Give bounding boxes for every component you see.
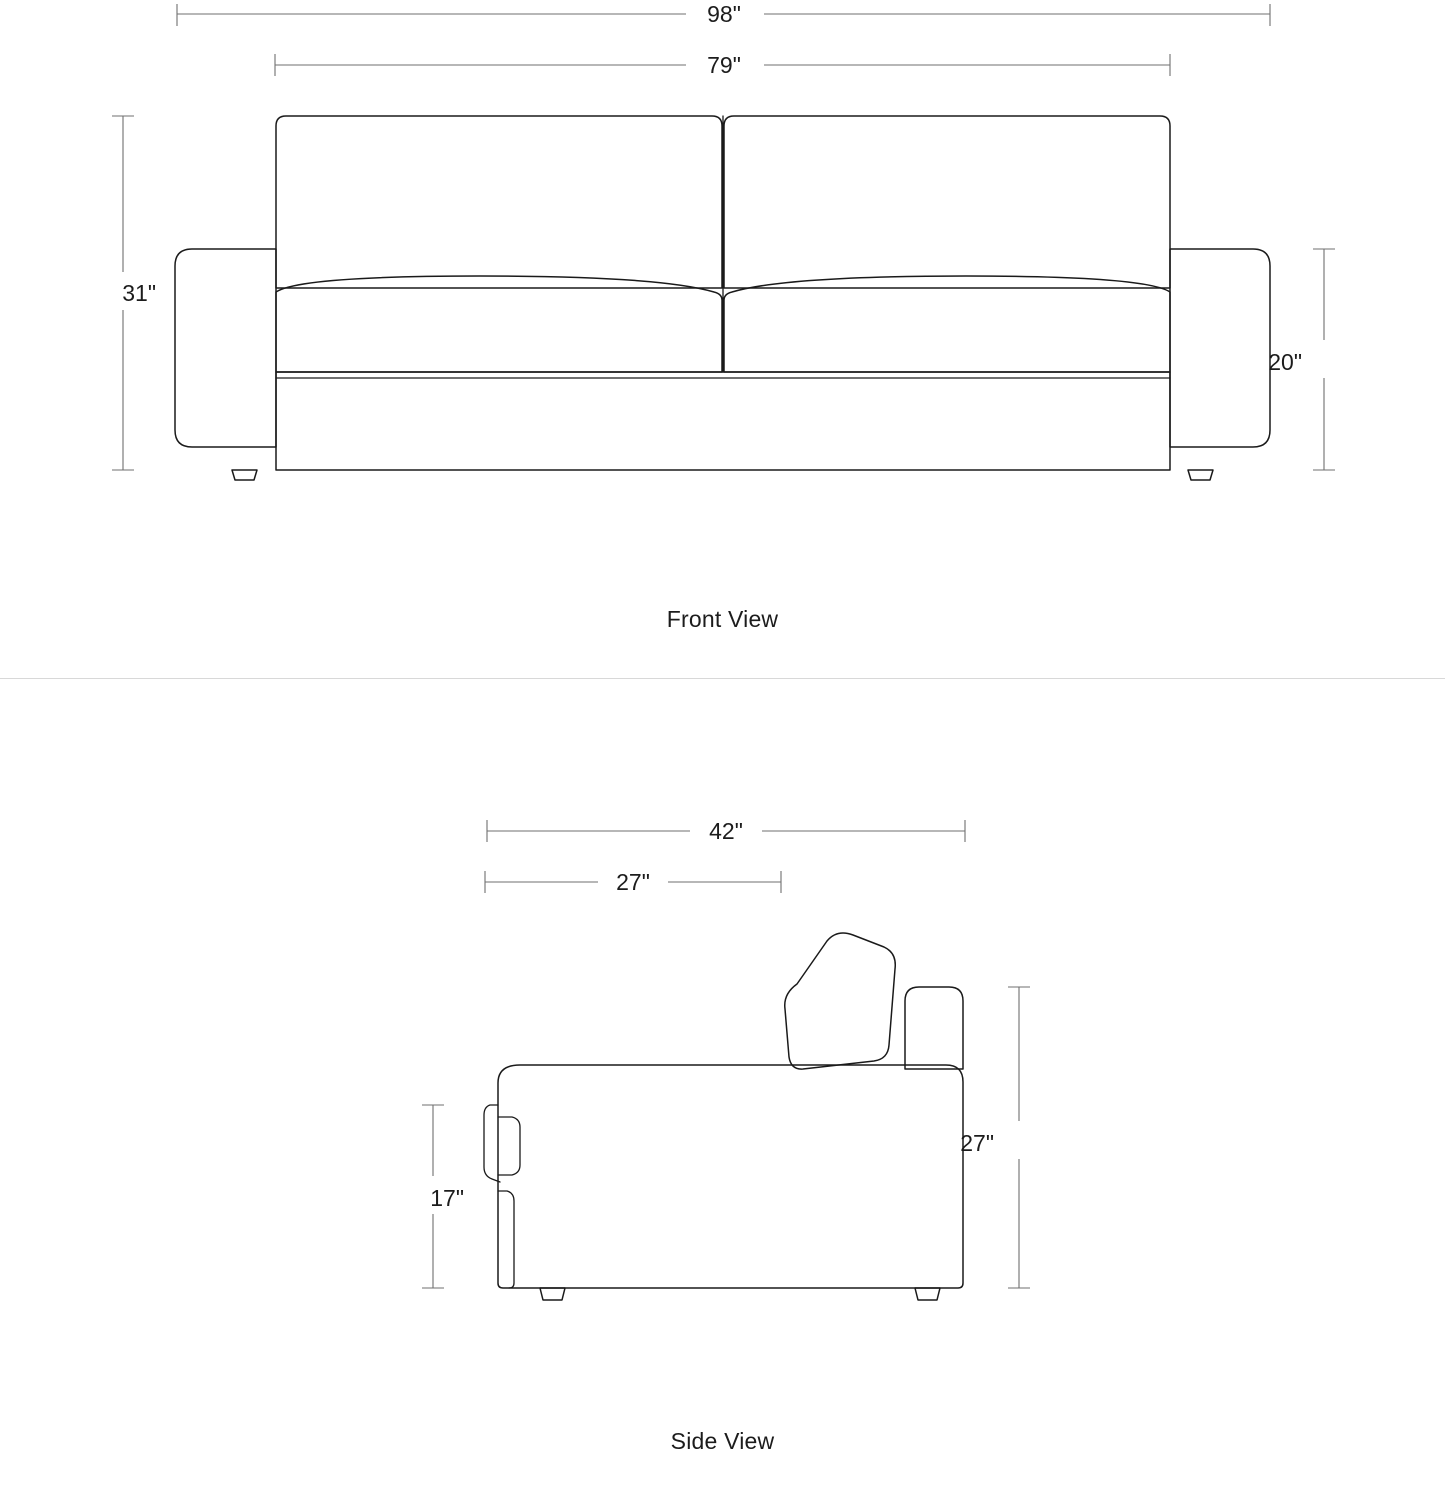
- arm-side: [498, 1065, 963, 1288]
- dimension-arm-height: [1268, 249, 1335, 470]
- front-lower-return: [498, 1191, 514, 1288]
- arm-left: [175, 249, 276, 447]
- back-rest-block: [905, 987, 963, 1069]
- dimension-seat-depth-label: 27": [616, 869, 650, 895]
- dimension-overall-width: [177, 1, 1270, 27]
- sofa-side-elevation: [484, 933, 963, 1300]
- seat-cushion-right: [724, 276, 1170, 372]
- dimension-seat-width: [275, 52, 1170, 78]
- dimension-seat-height: [422, 1105, 464, 1288]
- dimension-back-height-label: 27": [960, 1130, 994, 1156]
- back-cushion-side: [785, 933, 896, 1069]
- dimension-overall-height-label: 31": [122, 280, 156, 306]
- dimension-seat-height-label: 17": [430, 1185, 464, 1211]
- leg-left: [232, 470, 257, 480]
- dimension-overall-depth-label: 42": [709, 818, 743, 844]
- front-view-panel: [0, 0, 1445, 678]
- side-view-panel: [0, 679, 1445, 1501]
- arm-right: [1170, 249, 1270, 447]
- sofa-front-elevation: [175, 116, 1270, 480]
- back-cushion-right: [724, 116, 1170, 288]
- dimension-overall-height: [112, 116, 156, 470]
- front-view-label: Front View: [666, 606, 779, 632]
- dimension-overall-depth: [487, 818, 965, 844]
- dimension-back-height: [960, 987, 1030, 1288]
- seat-cushion-edge-inner: [498, 1117, 520, 1175]
- dimension-seat-width-label: 79": [707, 52, 741, 78]
- seat-cushion-left: [276, 276, 722, 372]
- sofa-base: [276, 372, 1170, 470]
- dimension-seat-depth: [485, 869, 781, 895]
- leg-back: [915, 1288, 940, 1300]
- side-view-drawing: [0, 679, 1445, 1501]
- side-view-label: Side View: [670, 1428, 775, 1454]
- leg-right: [1188, 470, 1213, 480]
- front-view-drawing: [0, 0, 1445, 678]
- back-cushion-left: [276, 116, 722, 288]
- leg-front: [540, 1288, 565, 1300]
- dimension-overall-width-label: 98": [707, 1, 741, 27]
- dimension-arm-height-label: 20": [1268, 349, 1302, 375]
